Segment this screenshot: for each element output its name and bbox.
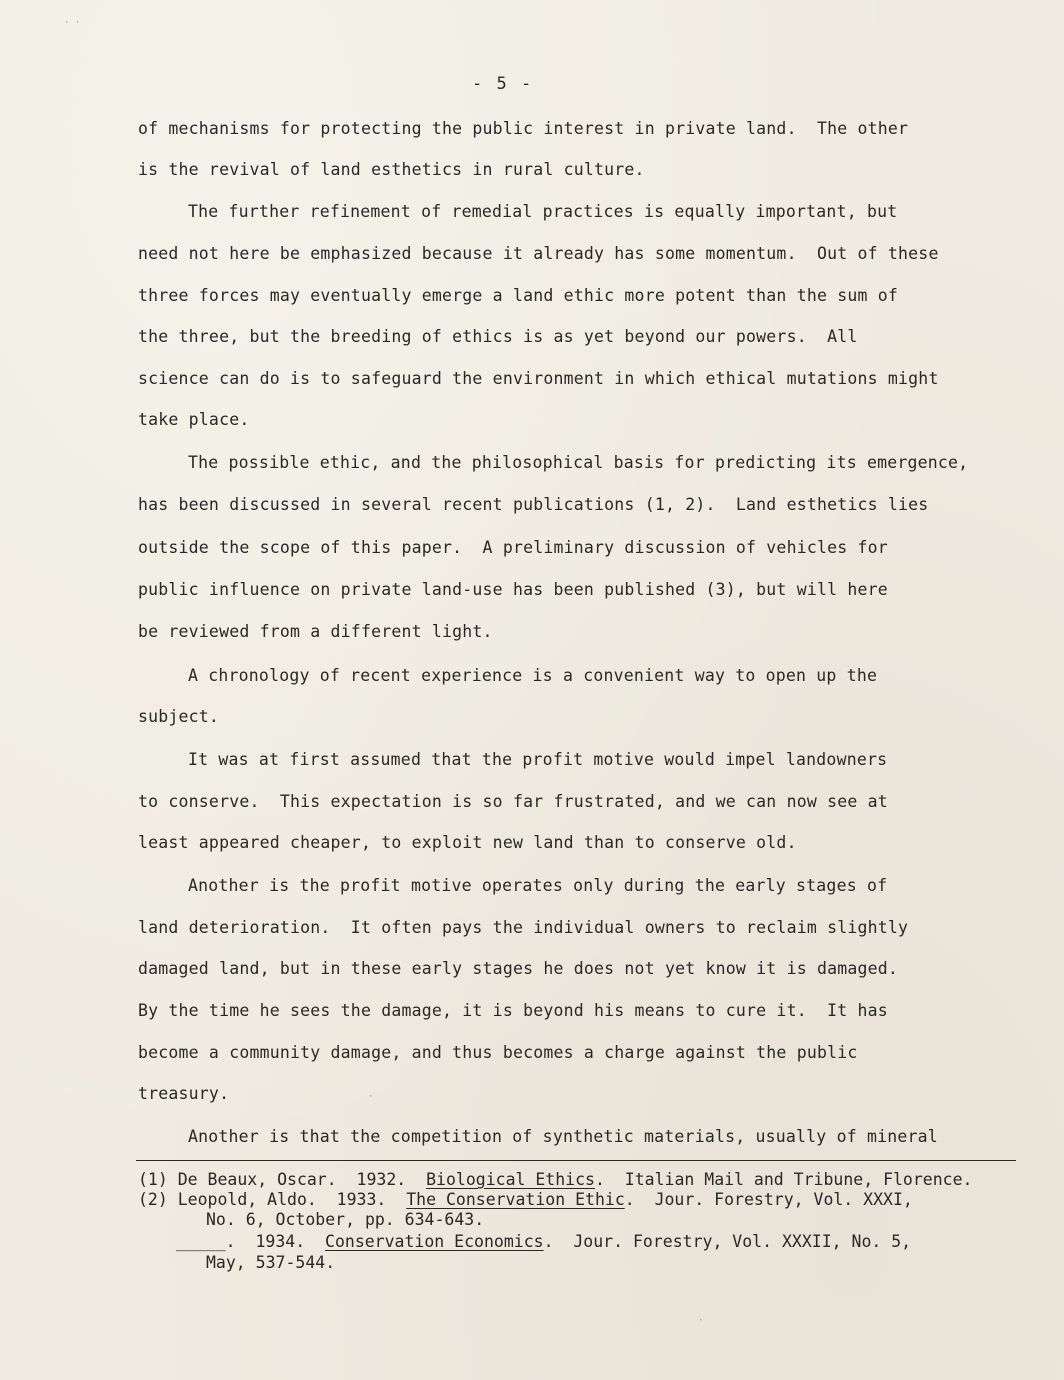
footnote-3-title: Conservation Economics [325,1232,544,1251]
footnote-3-source: . Jour. Forestry, Vol. XXXII, No. 5, [543,1232,912,1251]
footnote-2-title: The Conservation Ethic [406,1190,625,1209]
paper-mark: · · [64,18,81,28]
text-line: the three, but the breeding of ethics is as yet beyond our powers. All [138,327,858,346]
text-line: take place. [138,410,250,429]
footnote-3 [176,1234,911,1251]
footnote-3-year: . 1934. [225,1232,326,1251]
text-line: least appeared cheaper, to exploit new land than to conserve old. [138,833,797,852]
footnote-2 [138,1192,913,1209]
paragraph-start-line: A chronology of recent experience is a convenient way to open up the [188,666,878,685]
footnote-2-author: (2) Leopold, Aldo. 1933. [138,1190,407,1209]
text-line: has been discussed in several recent publications (1, 2). Land esthetics lies [138,495,929,514]
text-line: become a community damage, and thus becomes a charge against the public [138,1043,858,1062]
page-number: - 5 - [472,74,534,94]
footnote-3-continued: May, 537-544. [206,1253,336,1272]
text-line: science can do is to safeguard the environment in which ethical mutations might [138,369,939,388]
text-line: to conserve. This expectation is so far frustrated, and we can now see at [138,792,888,811]
footnote-1-title: Biological Ethics [426,1170,595,1189]
text-line: is the revival of land esthetics in rural culture. [138,160,645,179]
text-line: of mechanisms for protecting the public interest in private land. The other [138,119,909,138]
footnote-1-author: (1) De Beaux, Oscar. 1932. [138,1170,427,1189]
footnote-2-source: . Jour. Forestry, Vol. XXXI, [624,1190,913,1209]
footnote-1 [138,1172,972,1189]
text-line: be reviewed from a different light. [138,622,493,641]
paragraph-start-line: The further refinement of remedial practices is equally important, but [188,202,898,221]
paragraph-start-line: The possible ethic, and the philosophical basis for predicting its emergence, [188,453,969,472]
text-line: treasury. [138,1084,230,1103]
text-line: land deterioration. It often pays the individual owners to reclaim slightly [138,918,909,937]
paragraph-start-line: Another is that the competition of synthetic materials, usually of mineral [188,1127,938,1146]
paper-speck: · [698,1316,704,1326]
text-line: public influence on private land-use has been published (3), but will here [138,580,888,599]
footnote-1-source: . Italian Mail and Tribune, Florence. [594,1170,973,1189]
paper-speck: · [368,1092,374,1102]
text-line: three forces may eventually emerge a land ethic more potent than the sum of [138,286,899,305]
paragraph-start-line: It was at first assumed that the profit motive would impel landowners [188,750,888,769]
text-line: need not here be emphasized because it already has some momentum. Out of these [138,244,939,263]
footnote-3-ditto-blank: _____ [176,1232,226,1251]
footnote-rule [136,1160,1016,1161]
paragraph-start-line: Another is the profit motive operates only during the early stages of [188,876,888,895]
text-line: subject. [138,707,220,726]
text-line: outside the scope of this paper. A preliminary discussion of vehicles for [138,538,888,557]
footnote-2-continued: No. 6, October, pp. 634-643. [206,1210,485,1229]
text-line: damaged land, but in these early stages he does not yet know it is damaged. [138,959,899,978]
text-line: By the time he sees the damage, it is beyond his means to cure it. It has [138,1001,888,1020]
